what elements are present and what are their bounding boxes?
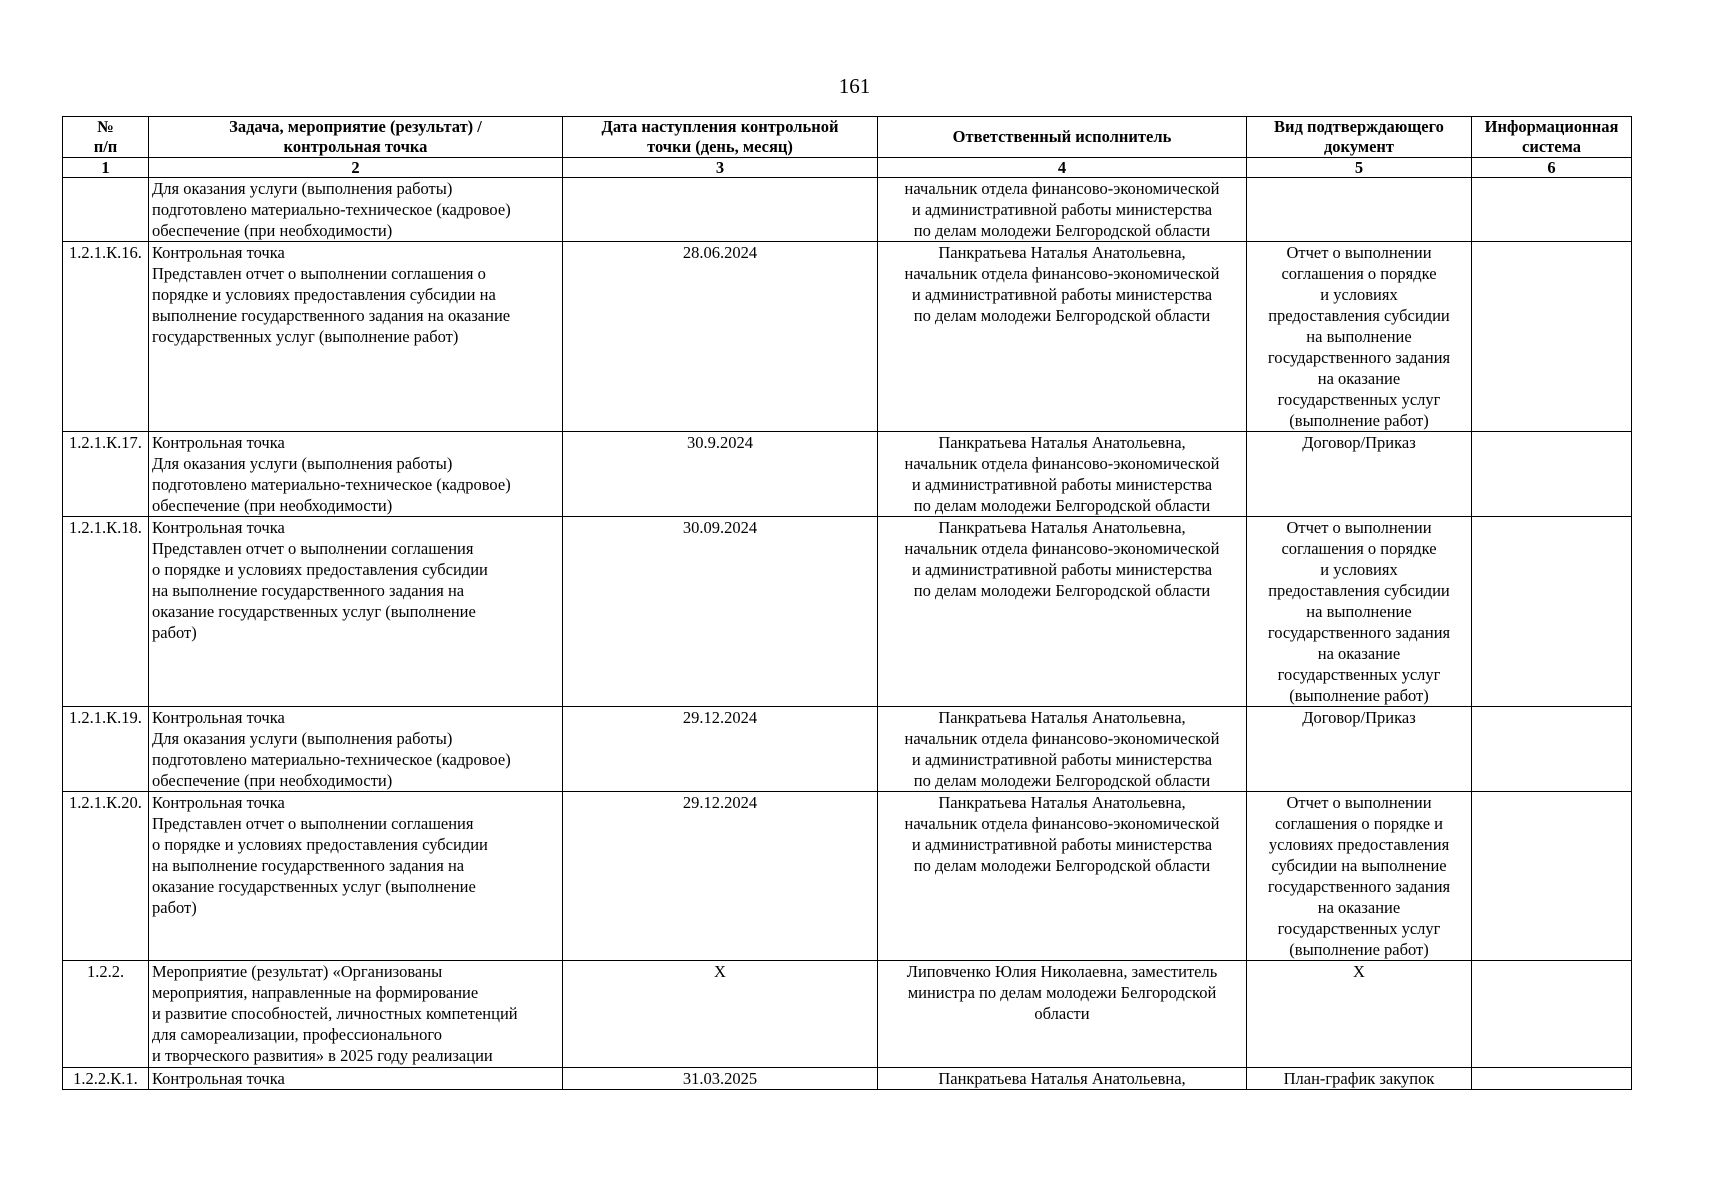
table-row — [63, 517, 1632, 707]
cell-num: 1.2.1.К.16. — [63, 242, 149, 432]
table-row — [63, 242, 1632, 432]
cell-date: X — [563, 961, 878, 1068]
table-row — [63, 432, 1632, 517]
cell-date: 29.12.2024 — [563, 792, 878, 961]
cell-date — [563, 178, 878, 242]
cell-task: Контрольная точка Для оказания услуги (выполнения работы) подготовлено материально-техническое (кадровое) обеспечение (при необходимости) — [149, 432, 563, 517]
cell-doc: Отчет о выполнении соглашения о порядке и условиях предоставления субсидии на выполнение государственного задания на оказание государственных услуг (выполнение работ) — [1247, 792, 1472, 961]
header-num: № п/п — [63, 117, 149, 158]
cell-date: 28.06.2024 — [563, 242, 878, 432]
header-date: Дата наступления контрольной точки (день, месяц) — [563, 117, 878, 158]
cell-system — [1472, 517, 1632, 707]
cell-system — [1472, 707, 1632, 792]
cell-doc — [1247, 178, 1472, 242]
cell-doc: X — [1247, 961, 1472, 1068]
header-doc: Вид подтверждающего документ — [1247, 117, 1472, 158]
cell-task: Контрольная точка Представлен отчет о выполнении соглашения о порядке и условиях предоставления субсидии на выполнение государственного задания на оказание государственных услуг (выполнение работ) — [149, 242, 563, 432]
table-row — [63, 961, 1632, 1068]
cell-num: 1.2.1.К.18. — [63, 517, 149, 707]
cell-task: Мероприятие (результат) «Организованы мероприятия, направленные на формирование и развитие способностей, личностных компетенций для самореализации, профессионального и творческого развития» в 2025 году реализации — [149, 961, 563, 1068]
page-number: 161 — [838, 74, 871, 98]
cell-system — [1472, 432, 1632, 517]
header-executor: Ответственный исполнитель — [878, 117, 1247, 158]
cell-executor: Липовченко Юлия Николаевна, заместитель министра по делам молодежи Белгородской области — [878, 961, 1247, 1068]
col-number: 1 — [63, 158, 149, 178]
col-number: 4 — [878, 158, 1247, 178]
cell-num — [63, 178, 149, 242]
cell-num: 1.2.1.К.19. — [63, 707, 149, 792]
col-number: 6 — [1472, 158, 1632, 178]
control-points-table — [62, 116, 1632, 1090]
cell-executor: Панкратьева Наталья Анатольевна, — [878, 1068, 1247, 1090]
cell-executor: Панкратьева Наталья Анатольевна, начальник отдела финансово-экономической и административной работы министерства по делам молодежи Белгородской области — [878, 707, 1247, 792]
cell-doc: Договор/Приказ — [1247, 707, 1472, 792]
col-number: 5 — [1247, 158, 1472, 178]
cell-task: Контрольная точка Представлен отчет о выполнении соглашения о порядке и условиях предоставления субсидии на выполнение государственного задания на оказание государственных услуг (выполнение работ) — [149, 517, 563, 707]
cell-date: 29.12.2024 — [563, 707, 878, 792]
cell-task: Контрольная точка Представлен отчет о выполнении соглашения о порядке и условиях предоставления субсидии на выполнение государственного задания на оказание государственных услуг (выполнение работ) — [149, 792, 563, 961]
cell-system — [1472, 792, 1632, 961]
cell-num: 1.2.2. — [63, 961, 149, 1068]
cell-num: 1.2.2.К.1. — [63, 1068, 149, 1090]
cell-doc: Отчет о выполнении соглашения о порядке и условиях предоставления субсидии на выполнение государственного задания на оказание государственных услуг (выполнение работ) — [1247, 517, 1472, 707]
cell-executor: Панкратьева Наталья Анатольевна, начальник отдела финансово-экономической и административной работы министерства по делам молодежи Белгородской области — [878, 517, 1247, 707]
table-row — [63, 792, 1632, 961]
cell-doc: Отчет о выполнении соглашения о порядке и условиях предоставления субсидии на выполнение государственного задания на оказание государственных услуг (выполнение работ) — [1247, 242, 1472, 432]
cell-system — [1472, 178, 1632, 242]
column-number-row — [63, 158, 1632, 178]
cell-doc: План-график закупок — [1247, 1068, 1472, 1090]
cell-num: 1.2.1.К.17. — [63, 432, 149, 517]
cell-task: Для оказания услуги (выполнения работы) подготовлено материально-техническое (кадровое) обеспечение (при необходимости) — [149, 178, 563, 242]
col-number: 3 — [563, 158, 878, 178]
table-row — [63, 178, 1632, 242]
table-row — [63, 1068, 1632, 1090]
col-number: 2 — [149, 158, 563, 178]
cell-date: 30.09.2024 — [563, 517, 878, 707]
cell-system — [1472, 242, 1632, 432]
table-row — [63, 707, 1632, 792]
cell-doc: Договор/Приказ — [1247, 432, 1472, 517]
cell-date: 31.03.2025 — [563, 1068, 878, 1090]
cell-task: Контрольная точка — [149, 1068, 563, 1090]
header-row — [63, 117, 1632, 158]
cell-system — [1472, 1068, 1632, 1090]
cell-date: 30.9.2024 — [563, 432, 878, 517]
cell-executor: Панкратьева Наталья Анатольевна, начальник отдела финансово-экономической и административной работы министерства по делам молодежи Белгородской области — [878, 432, 1247, 517]
header-system: Информационная система — [1472, 117, 1632, 158]
cell-num: 1.2.1.К.20. — [63, 792, 149, 961]
cell-executor: Панкратьева Наталья Анатольевна, начальник отдела финансово-экономической и административной работы министерства по делам молодежи Белгородской области — [878, 242, 1247, 432]
cell-executor: Панкратьева Наталья Анатольевна, начальник отдела финансово-экономической и административной работы министерства по делам молодежи Белгородской области — [878, 792, 1247, 961]
cell-executor: начальник отдела финансово-экономической и административной работы министерства по делам молодежи Белгородской области — [878, 178, 1247, 242]
header-task: Задача, мероприятие (результат) / контрольная точка — [149, 117, 563, 158]
cell-system — [1472, 961, 1632, 1068]
cell-task: Контрольная точка Для оказания услуги (выполнения работы) подготовлено материально-техническое (кадровое) обеспечение (при необходимости) — [149, 707, 563, 792]
